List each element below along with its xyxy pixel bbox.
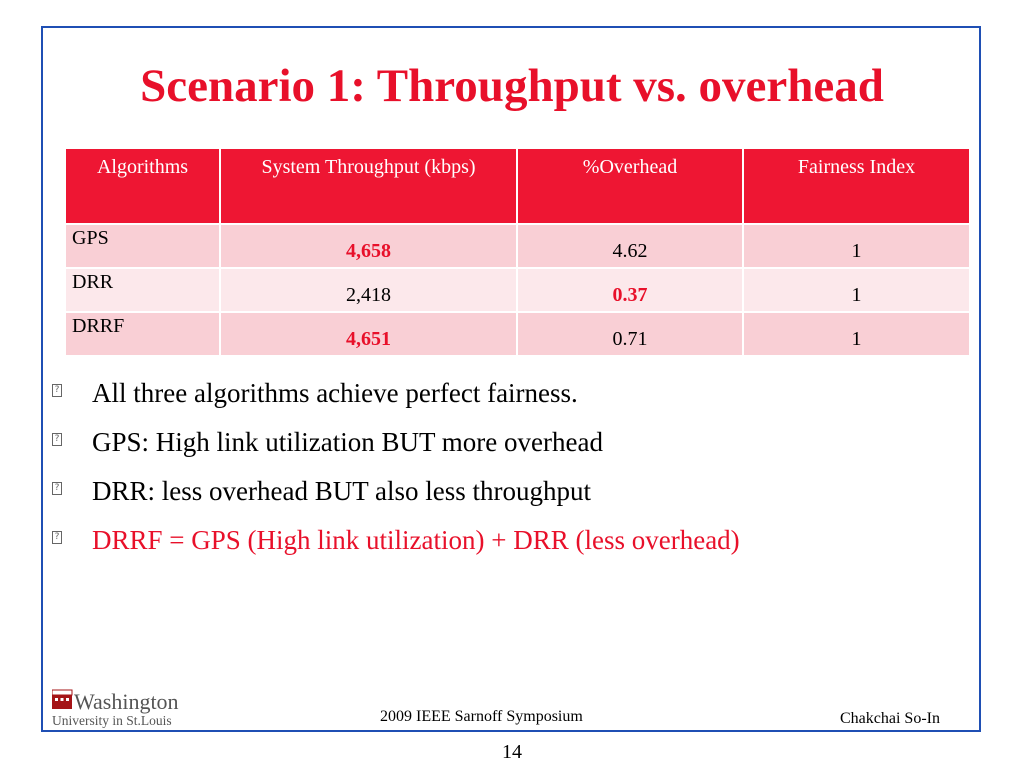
table-header-row [65,148,970,224]
missing-glyph-icon: ? [52,482,62,495]
table-row [65,224,970,268]
cell-fairness: 1 [743,268,970,312]
cell-algorithm: DRRF [65,312,220,356]
university-logo [52,688,232,728]
cell-fairness: 1 [743,224,970,268]
cell-throughput: 2,418 [220,268,517,312]
bullet-list [52,374,972,570]
bullet-item [52,472,972,521]
slide-title: Scenario 1: Throughput vs. overhead [140,60,884,112]
shield-icon [52,690,72,709]
bullet-text: All three algorithms achieve perfect fairness. [92,378,578,408]
cell-throughput: 4,651 [220,312,517,356]
header-algorithms: Algorithms [65,148,220,224]
table-row [65,312,970,356]
cell-overhead: 0.37 [517,268,743,312]
bullet-text: DRRF = GPS (High link utilization) + DRR (less overhead) [92,525,740,555]
cell-overhead: 4.62 [517,224,743,268]
bullet-item [52,374,972,423]
cell-throughput: 4,658 [220,224,517,268]
bullet-text: GPS: High link utilization BUT more overhead [92,427,603,457]
footer-author: Chakchai So-In [840,710,940,727]
page-number: 14 [502,741,522,763]
logo-wordmark: Washington [74,689,179,714]
logo-subtitle: University in St.Louis [52,713,172,728]
header-fairness: Fairness Index [743,148,970,224]
footer-event: 2009 IEEE Sarnoff Symposium [380,708,583,725]
table-row [65,268,970,312]
cell-algorithm: GPS [65,224,220,268]
header-overhead: %Overhead [517,148,743,224]
bullet-item [52,423,972,472]
missing-glyph-icon: ? [52,433,62,446]
missing-glyph-icon: ? [52,531,62,544]
results-table [64,147,971,357]
cell-fairness: 1 [743,312,970,356]
bullet-text: DRR: less overhead BUT also less throughput [92,476,591,506]
bullet-item [52,521,972,570]
cell-overhead: 0.71 [517,312,743,356]
header-throughput: System Throughput (kbps) [220,148,517,224]
cell-algorithm: DRR [65,268,220,312]
missing-glyph-icon: ? [52,384,62,397]
